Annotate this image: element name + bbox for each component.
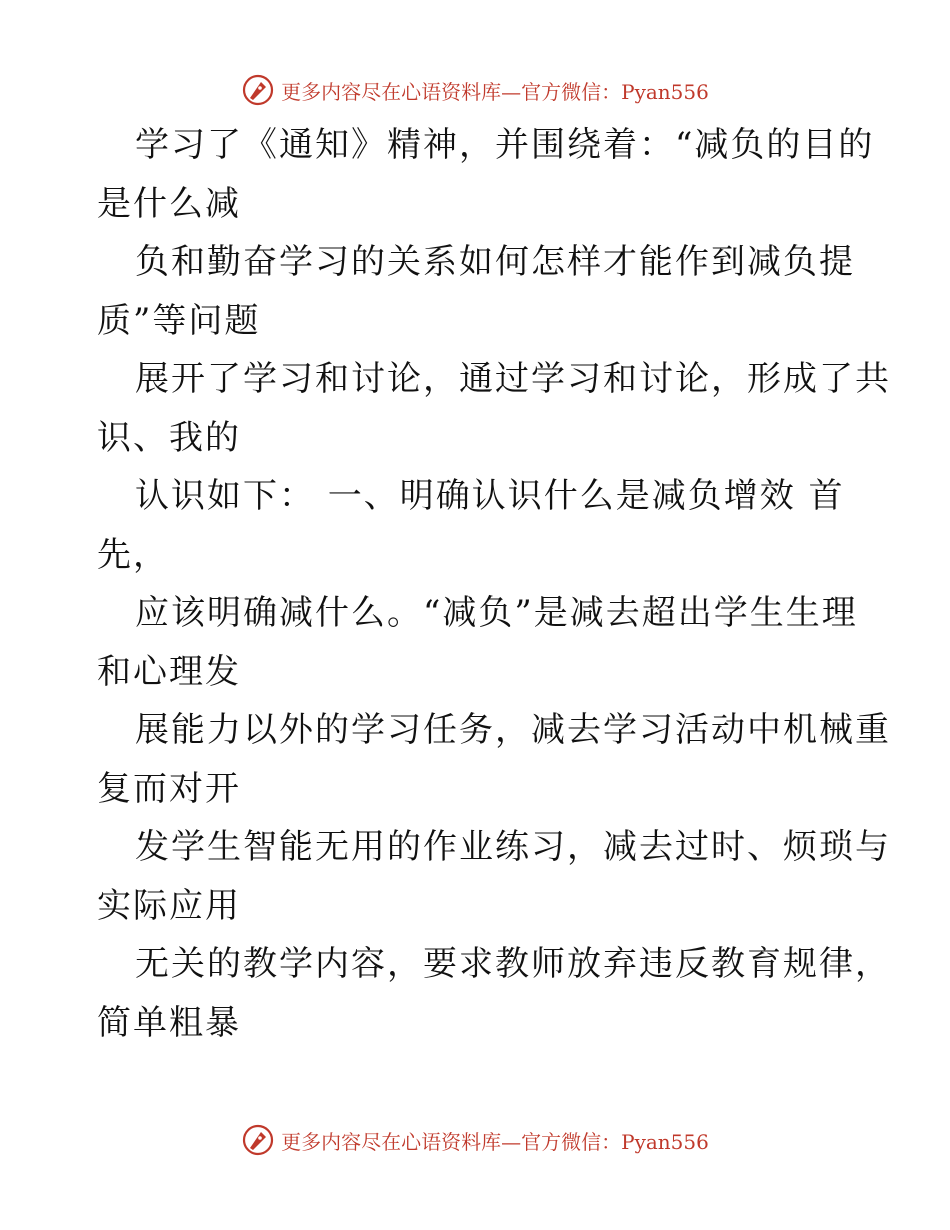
line-first: 无关的教学内容，要求教师放弃违反教育规律， (135, 944, 891, 984)
line-first: 发学生智能无用的作业练习，减去过时、烦琐与 (135, 827, 891, 867)
paragraph-line (97, 467, 857, 584)
line-rest: 质”等问题 (97, 300, 261, 341)
line-first: 展能力以外的学习任务，减去学习活动中机械重 (135, 710, 891, 750)
line-first: 认识如下： 一、明确认识什么是减负增效 首 (135, 476, 845, 516)
line-rest: 复而对开 (97, 768, 241, 809)
header-banner-text: 更多内容尽在心语资料库—官方微信：Pyan556 (281, 79, 709, 104)
line-first: 负和勤奋学习的关系如何怎样才能作到减负提 (135, 242, 855, 282)
line-rest: 简单粗暴 (97, 1002, 241, 1043)
header-banner (0, 70, 950, 110)
pen-nib-logo-icon (241, 73, 275, 107)
document-body (97, 116, 891, 1052)
line-rest: 实际应用 (97, 885, 241, 926)
line-rest: 和心理发 (97, 651, 241, 692)
pen-nib-logo-icon (241, 1123, 275, 1157)
line-first: 展开了学习和讨论，通过学习和讨论，形成了共 (135, 359, 891, 399)
paragraph-line (97, 935, 891, 1052)
line-rest: 识、我的 (97, 417, 241, 458)
paragraph-line (97, 350, 891, 467)
paragraph-line (97, 584, 857, 701)
paragraph-line (97, 701, 891, 818)
line-first: 应该明确减什么。“减负”是减去超出学生生理 (135, 593, 858, 633)
footer-banner (0, 1120, 950, 1160)
footer-banner-text: 更多内容尽在心语资料库—官方微信：Pyan556 (281, 1129, 709, 1154)
paragraph-line (97, 818, 891, 935)
paragraph-line (97, 233, 857, 350)
line-rest: 是什么减 (97, 183, 241, 224)
paragraph-line (97, 116, 875, 233)
line-rest: 先， (97, 534, 169, 575)
line-first: 学习了《通知》精神，并围绕着：“减负的目的 (135, 125, 875, 165)
